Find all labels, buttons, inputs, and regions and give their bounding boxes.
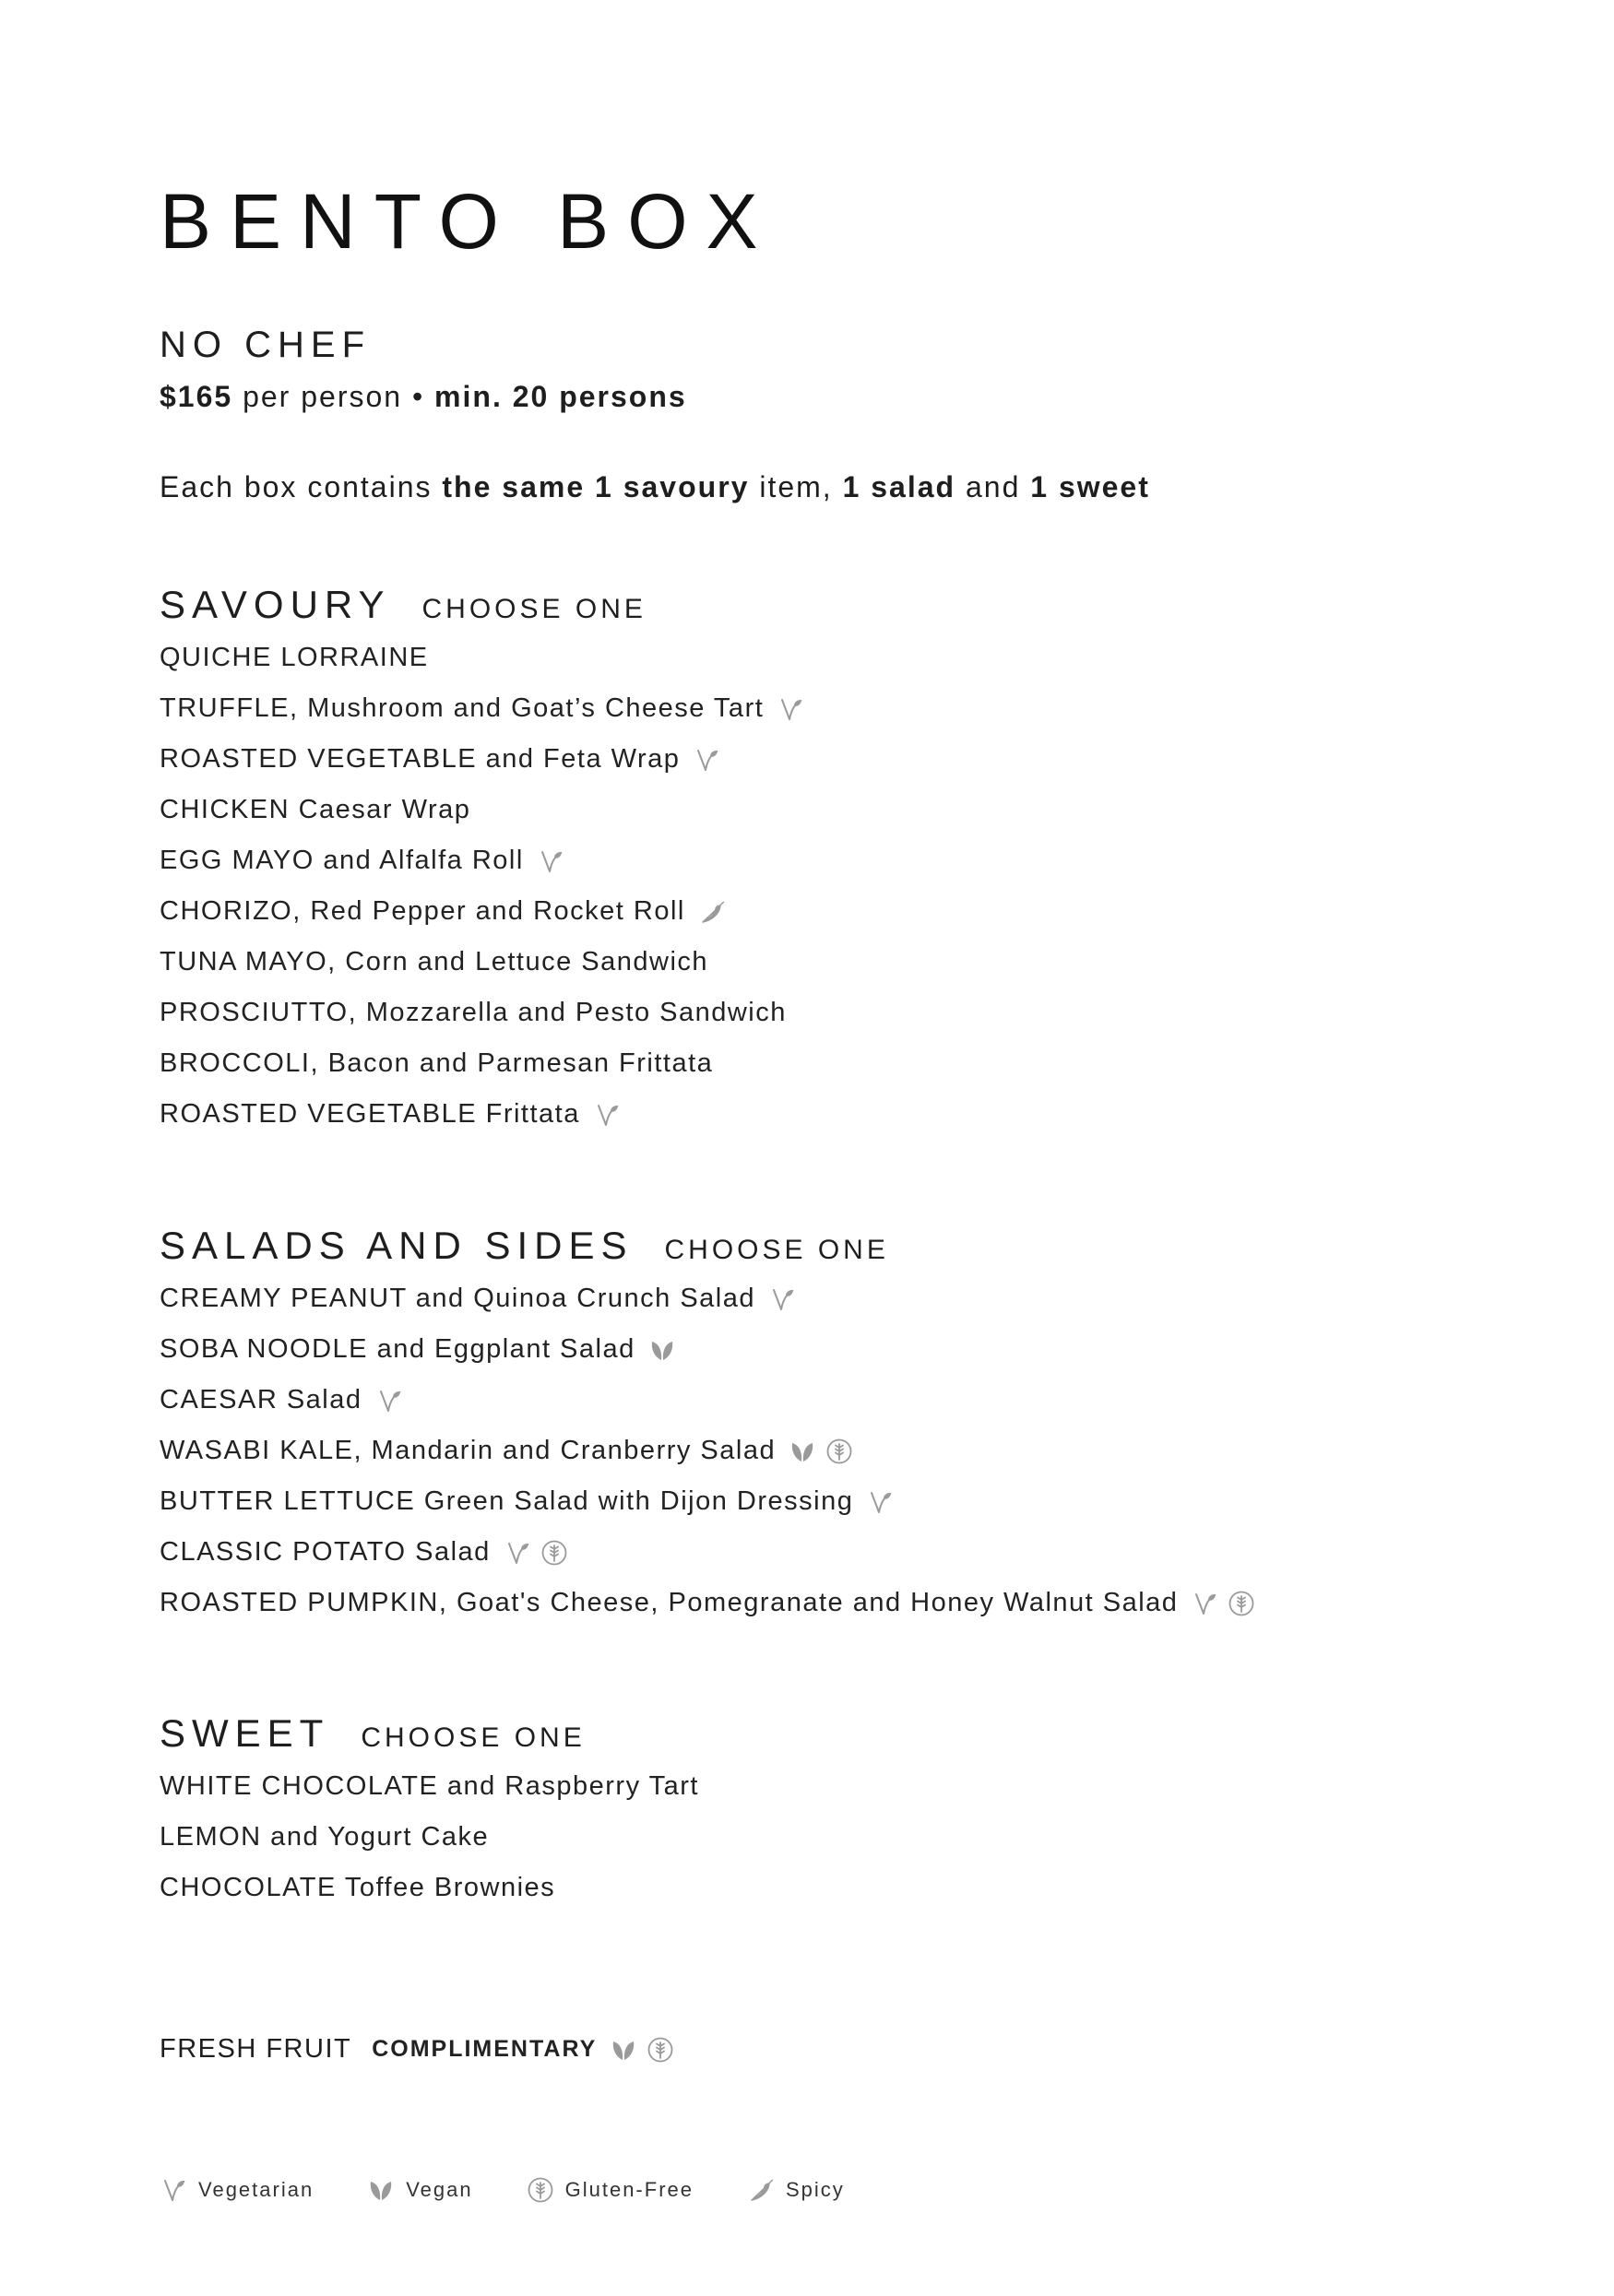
menu-item xyxy=(160,1761,699,1812)
gluten-free-icon xyxy=(647,2036,674,2064)
menu-item xyxy=(160,835,804,886)
section-header xyxy=(160,1711,699,1761)
vegan-icon xyxy=(648,1336,676,1364)
diet-icons xyxy=(768,1285,796,1313)
complimentary-tag: COMPLIMENTARY xyxy=(372,2036,598,2062)
menu-item xyxy=(160,1375,1255,1426)
menu-item xyxy=(160,734,804,785)
box-description xyxy=(160,468,1543,505)
desc-bold: the same 1 savoury xyxy=(442,470,750,503)
menu-item xyxy=(160,1476,1255,1527)
legend-item-vegan xyxy=(367,2176,472,2204)
vegetarian-icon xyxy=(693,746,720,774)
gluten-free-icon xyxy=(527,2176,554,2204)
menu-item-name: ROASTED VEGETABLE Frittata xyxy=(160,1099,580,1129)
fruit-diet-icons xyxy=(610,2036,674,2064)
diet-icons xyxy=(1191,1590,1255,1617)
salads-list xyxy=(160,1273,1255,1628)
desc-bold: 1 salad xyxy=(842,470,956,503)
vegetarian-icon xyxy=(537,847,564,875)
legend-item-spicy xyxy=(747,2176,845,2204)
menu-item xyxy=(160,1089,804,1140)
section-title: SALADS AND SIDES xyxy=(160,1224,634,1267)
legend-item-vegetarian xyxy=(160,2176,314,2204)
menu-item-name: CLASSIC POTATO Salad xyxy=(160,1537,491,1567)
menu-item-name: WASABI KALE, Mandarin and Cranberry Salad xyxy=(160,1436,777,1465)
vegetarian-icon xyxy=(593,1101,621,1129)
menu-item xyxy=(160,1324,1255,1375)
fresh-fruit-label: FRESH FRUIT xyxy=(160,2034,352,2064)
menu-item-name: BUTTER LETTUCE Green Salad with Dijon Dressing xyxy=(160,1486,854,1516)
price-line xyxy=(160,378,1543,415)
menu-item xyxy=(160,1527,1255,1578)
price-amount: $165 xyxy=(160,380,233,413)
menu-item-name: QUICHE LORRAINE xyxy=(160,643,429,672)
menu-item-name: WHITE CHOCOLATE and Raspberry Tart xyxy=(160,1771,699,1801)
legend-item-gluten-free xyxy=(527,2176,694,2204)
section-title: SAVOURY xyxy=(160,583,391,626)
savoury-section xyxy=(160,583,804,1140)
vegan-icon xyxy=(367,2176,395,2204)
menu-item xyxy=(160,1038,804,1089)
diet-icons xyxy=(698,898,726,926)
section-note: CHOOSE ONE xyxy=(361,1722,586,1753)
menu-item-name: TRUFFLE, Mushroom and Goat’s Cheese Tart xyxy=(160,693,765,723)
diet-icons xyxy=(375,1387,403,1414)
desc-text: and xyxy=(955,470,1031,503)
section-header xyxy=(160,583,804,633)
diet-icons xyxy=(593,1101,621,1129)
menu-item xyxy=(160,1273,1255,1324)
section-header xyxy=(160,1224,1255,1273)
menu-item xyxy=(160,1863,699,1913)
dietary-legend xyxy=(160,2176,898,2204)
diet-icons xyxy=(789,1438,853,1465)
menu-item-name: CHORIZO, Red Pepper and Rocket Roll xyxy=(160,896,685,926)
diet-icons xyxy=(777,695,804,723)
sweet-section xyxy=(160,1711,699,1913)
salads-section xyxy=(160,1224,1255,1628)
menu-item xyxy=(160,633,804,683)
menu-item xyxy=(160,683,804,734)
diet-icons xyxy=(693,746,720,774)
gluten-free-icon xyxy=(540,1539,568,1567)
desc-text: item, xyxy=(749,470,843,503)
diet-icons xyxy=(504,1539,568,1567)
vegetarian-icon xyxy=(768,1285,796,1313)
service-type: NO CHEF xyxy=(160,325,371,365)
menu-item xyxy=(160,1578,1255,1628)
menu-item-name: EGG MAYO and Alfalfa Roll xyxy=(160,846,524,875)
legend-label: Vegan xyxy=(406,2178,473,2201)
vegetarian-icon xyxy=(777,695,804,723)
section-title: SWEET xyxy=(160,1711,330,1755)
section-note: CHOOSE ONE xyxy=(664,1235,889,1265)
spicy-icon xyxy=(698,898,726,926)
price-minimum: min. 20 persons xyxy=(434,380,687,413)
legend-label: Spicy xyxy=(786,2178,845,2201)
section-note: CHOOSE ONE xyxy=(421,594,647,624)
sweet-list xyxy=(160,1761,699,1913)
menu-item xyxy=(160,1812,699,1863)
menu-item-name: ROASTED PUMPKIN, Goat's Cheese, Pomegranate and Honey Walnut Salad xyxy=(160,1588,1179,1617)
desc-bold: 1 sweet xyxy=(1030,470,1150,503)
menu-item xyxy=(160,1426,1255,1476)
menu-item-name: CREAMY PEANUT and Quinoa Crunch Salad xyxy=(160,1284,755,1313)
menu-item xyxy=(160,886,804,937)
spicy-icon xyxy=(747,2176,775,2204)
vegetarian-icon xyxy=(1191,1590,1218,1617)
menu-item xyxy=(160,937,804,988)
price-unit: per person • xyxy=(232,380,435,413)
vegan-icon xyxy=(789,1438,816,1465)
gluten-free-icon xyxy=(825,1438,853,1465)
vegetarian-icon xyxy=(866,1488,894,1516)
menu-item-name: ROASTED VEGETABLE and Feta Wrap xyxy=(160,744,681,774)
menu-item-name: CHOCOLATE Toffee Brownies xyxy=(160,1873,556,1902)
savoury-list xyxy=(160,633,804,1140)
gluten-free-icon xyxy=(1228,1590,1255,1617)
page-title: BENTO BOX xyxy=(160,178,777,265)
menu-item-name: BROCCOLI, Bacon and Parmesan Frittata xyxy=(160,1048,714,1078)
menu-item-name: CAESAR Salad xyxy=(160,1385,362,1414)
menu-item-name: SOBA NOODLE and Eggplant Salad xyxy=(160,1334,635,1364)
menu-item-name: CHICKEN Caesar Wrap xyxy=(160,795,471,824)
menu-item-name: TUNA MAYO, Corn and Lettuce Sandwich xyxy=(160,947,709,976)
legend-label: Gluten-Free xyxy=(564,2178,694,2201)
diet-icons xyxy=(866,1488,894,1516)
legend-label: Vegetarian xyxy=(198,2178,314,2201)
vegetarian-icon xyxy=(375,1387,403,1414)
menu-item xyxy=(160,785,804,835)
menu-page xyxy=(160,175,1543,2201)
menu-item xyxy=(160,988,804,1038)
diet-icons xyxy=(648,1336,676,1364)
vegan-icon xyxy=(610,2036,637,2064)
diet-icons xyxy=(537,847,564,875)
menu-item-name: PROSCIUTTO, Mozzarella and Pesto Sandwich xyxy=(160,998,787,1027)
vegetarian-icon xyxy=(160,2176,187,2204)
desc-text: Each box contains xyxy=(160,470,443,503)
fresh-fruit-row xyxy=(160,2024,674,2075)
menu-item-name: LEMON and Yogurt Cake xyxy=(160,1822,490,1852)
vegetarian-icon xyxy=(504,1539,531,1567)
